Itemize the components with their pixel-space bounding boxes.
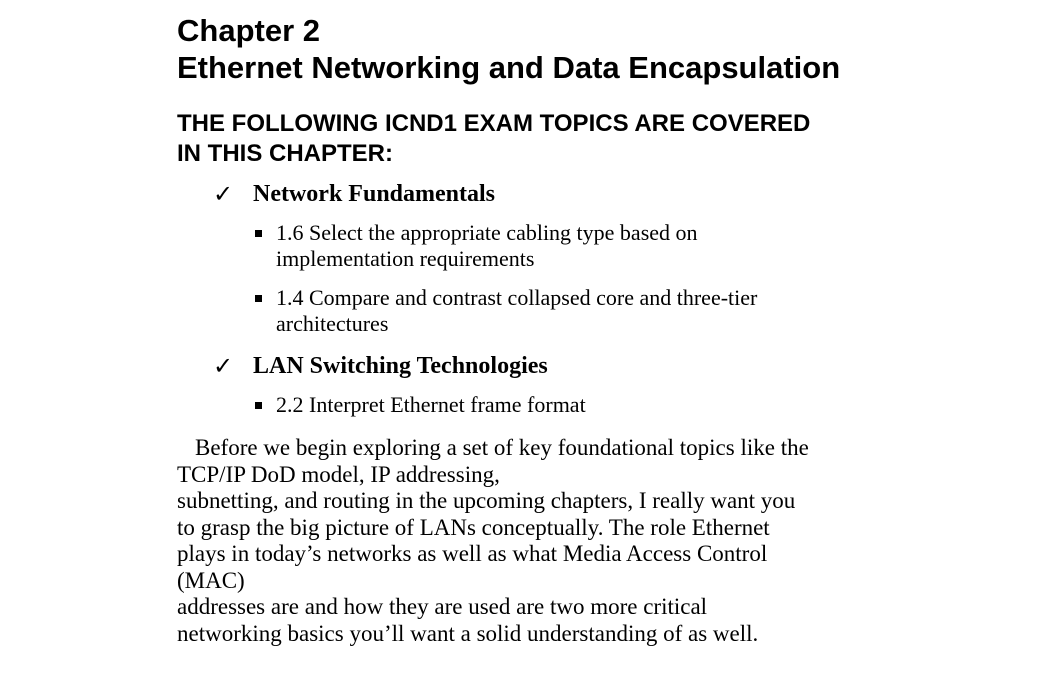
exam-subtopic-line-1: 1.4 Compare and contrast collapsed core and three-tier [276,285,758,310]
exam-topic-list [177,179,897,418]
paragraph-line: (MAC) [177,567,245,593]
exam-topic-network-fundamentals [177,179,897,337]
exam-subtopic-list [253,392,897,418]
paragraph-line: TCP/IP DoD model, IP addressing, [177,461,500,487]
exam-topic-title: LAN Switching Technologies [253,353,548,379]
exam-topics-heading-line-2: IN THIS CHAPTER: [177,140,393,167]
square-bullet-icon [255,402,262,409]
paragraph-line: networking basics you’ll want a solid understanding of as well. [177,620,759,646]
exam-subtopic-line-2: implementation requirements [276,246,535,271]
exam-topic-lan-switching [177,351,897,418]
square-bullet-icon [255,230,262,237]
exam-subtopic-item [253,392,897,418]
paragraph-line: addresses are and how they are used are two more critical [177,594,708,619]
checkmark-icon: ✓ [213,352,234,380]
exam-subtopic-list [253,220,897,337]
checkmark-icon: ✓ [213,180,234,208]
book-page [177,12,897,647]
exam-topic-title: Network Fundamentals [253,181,496,207]
exam-subtopic-item [253,285,897,337]
exam-subtopic-item [253,220,897,272]
exam-subtopic-line-2: architectures [276,311,389,336]
paragraph-line: Before we begin exploring a set of key foundational topics like the [195,435,809,460]
exam-topics-heading-line-1: THE FOLLOWING ICND1 EXAM TOPICS ARE COVERED [177,110,811,137]
exam-topics-heading [177,109,897,169]
exam-subtopic-line-1: 2.2 Interpret Ethernet frame format [276,392,586,417]
intro-paragraph [177,435,897,647]
chapter-number: Chapter 2 [177,13,320,48]
chapter-title: Ethernet Networking and Data Encapsulation [177,50,841,85]
paragraph-line: subnetting, and routing in the upcoming chapters, I really want you [177,488,796,513]
exam-subtopic-line-1: 1.6 Select the appropriate cabling type based on [276,220,698,245]
square-bullet-icon [255,295,262,302]
paragraph-line: plays in today’s networks as well as what Media Access Control [177,541,768,566]
paragraph-line: to grasp the big picture of LANs conceptually. The role Ethernet [177,514,770,540]
chapter-heading [177,12,897,86]
